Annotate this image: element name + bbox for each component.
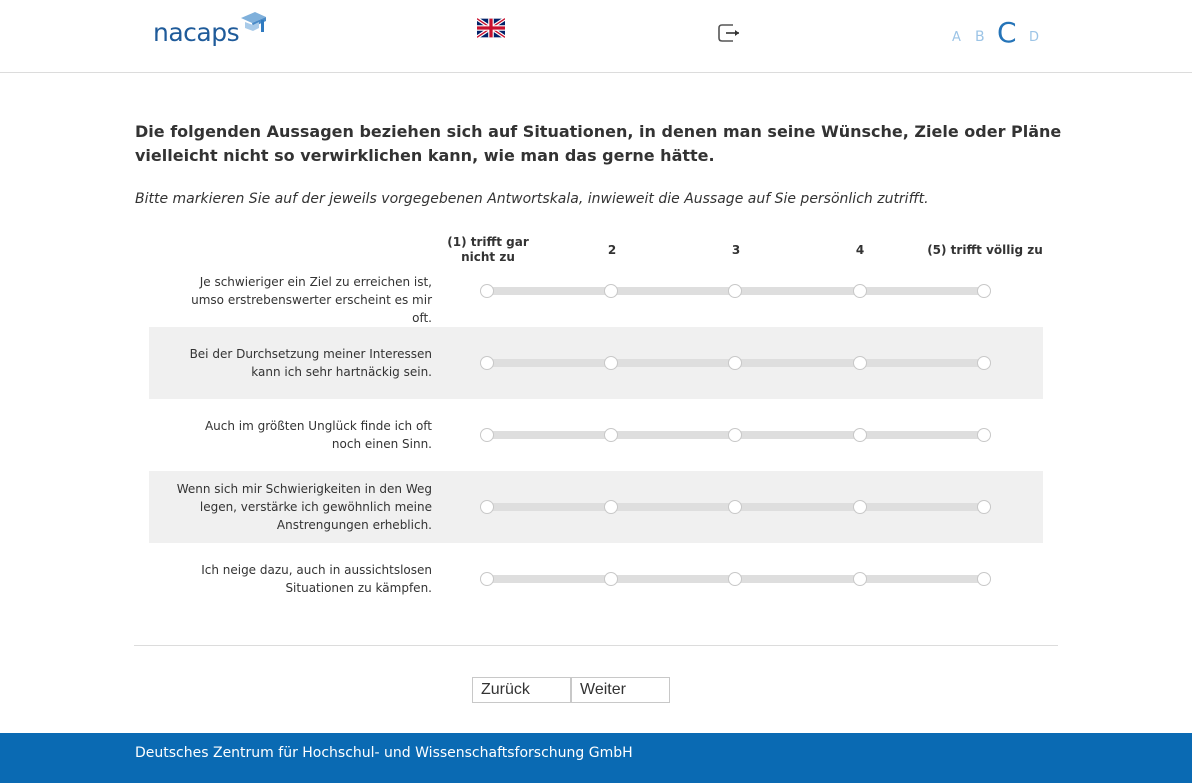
radio-option-1[interactable] [480, 500, 494, 514]
item-row [149, 255, 1043, 327]
item-row [149, 327, 1043, 399]
next-button[interactable]: Weiter [571, 677, 670, 703]
scale-label-3: 3 [731, 243, 741, 257]
radio-option-3[interactable] [728, 428, 742, 442]
radio-option-5[interactable] [977, 572, 991, 586]
radio-option-1[interactable] [480, 428, 494, 442]
logout-icon[interactable] [717, 22, 741, 44]
divider [134, 645, 1058, 646]
radio-option-4[interactable] [853, 356, 867, 370]
scale-label-2: 2 [607, 243, 617, 257]
radio-option-3[interactable] [728, 572, 742, 586]
scale-label-4: 4 [855, 243, 865, 257]
radio-option-5[interactable] [977, 356, 991, 370]
item-row [149, 399, 1043, 471]
item-row [149, 471, 1043, 543]
radio-option-3[interactable] [728, 500, 742, 514]
item-row [149, 543, 1043, 615]
item-text: Auch im größten Unglück finde ich oft noch einen Sinn. [204, 419, 432, 451]
graduation-cap-icon [239, 10, 267, 34]
radio-option-5[interactable] [977, 500, 991, 514]
page-footer [0, 733, 1192, 783]
radio-option-4[interactable] [853, 500, 867, 514]
radio-option-3[interactable] [728, 356, 742, 370]
font-size-a[interactable]: A [952, 30, 961, 45]
radio-option-1[interactable] [480, 572, 494, 586]
font-size-c-active[interactable]: C [997, 16, 1017, 49]
question-title: Die folgenden Aussagen beziehen sich auf Situationen, in denen man seine Wünsche, Ziele oder Pläne vielleicht nicht so verwirklichen kann, wie man das gerne hätte. [135, 122, 1062, 165]
radio-option-2[interactable] [604, 356, 618, 370]
footer-text: Deutsches Zentrum für Hochschul- und Wissenschaftsforschung GmbH [135, 745, 633, 761]
radio-option-5[interactable] [977, 428, 991, 442]
scale-label-5: (5) trifft völlig zu [927, 243, 1043, 257]
question-instruction: Bitte markieren Sie auf der jeweils vorgegebenen Antwortskala, inwieweit die Aussage auf Sie persönlich zutrifft. [135, 191, 929, 207]
radio-option-1[interactable] [480, 284, 494, 298]
font-size-d[interactable]: D [1029, 30, 1040, 45]
uk-flag-icon[interactable] [477, 18, 505, 38]
nacaps-logo[interactable] [153, 10, 273, 50]
radio-option-2[interactable] [604, 284, 618, 298]
radio-option-1[interactable] [480, 356, 494, 370]
item-text: Wenn sich mir Schwierigkeiten in den Weg legen, verstärke ich gewöhnlich meine Anstrengungen erheblich. [176, 482, 432, 532]
item-text: Ich neige dazu, auch in aussichtslosen Situationen zu kämpfen. [201, 563, 432, 595]
font-size-switcher [952, 16, 1052, 52]
radio-option-3[interactable] [728, 284, 742, 298]
font-size-b[interactable]: B [975, 29, 985, 45]
logo-text: nacaps [153, 18, 240, 47]
back-button[interactable]: Zurück [472, 677, 571, 703]
radio-option-2[interactable] [604, 500, 618, 514]
item-text: Bei der Durchsetzung meiner Interessen kann ich sehr hartnäckig sein. [189, 347, 432, 379]
radio-option-2[interactable] [604, 572, 618, 586]
radio-option-4[interactable] [853, 428, 867, 442]
item-text: Je schwieriger ein Ziel zu erreichen ist, umso erstrebenswerter erscheint es mir oft. [191, 275, 432, 325]
radio-option-2[interactable] [604, 428, 618, 442]
page-header [0, 0, 1192, 73]
radio-option-5[interactable] [977, 284, 991, 298]
scale-label-1: (1) trifft gar nicht zu [447, 235, 529, 264]
radio-option-4[interactable] [853, 284, 867, 298]
radio-option-4[interactable] [853, 572, 867, 586]
